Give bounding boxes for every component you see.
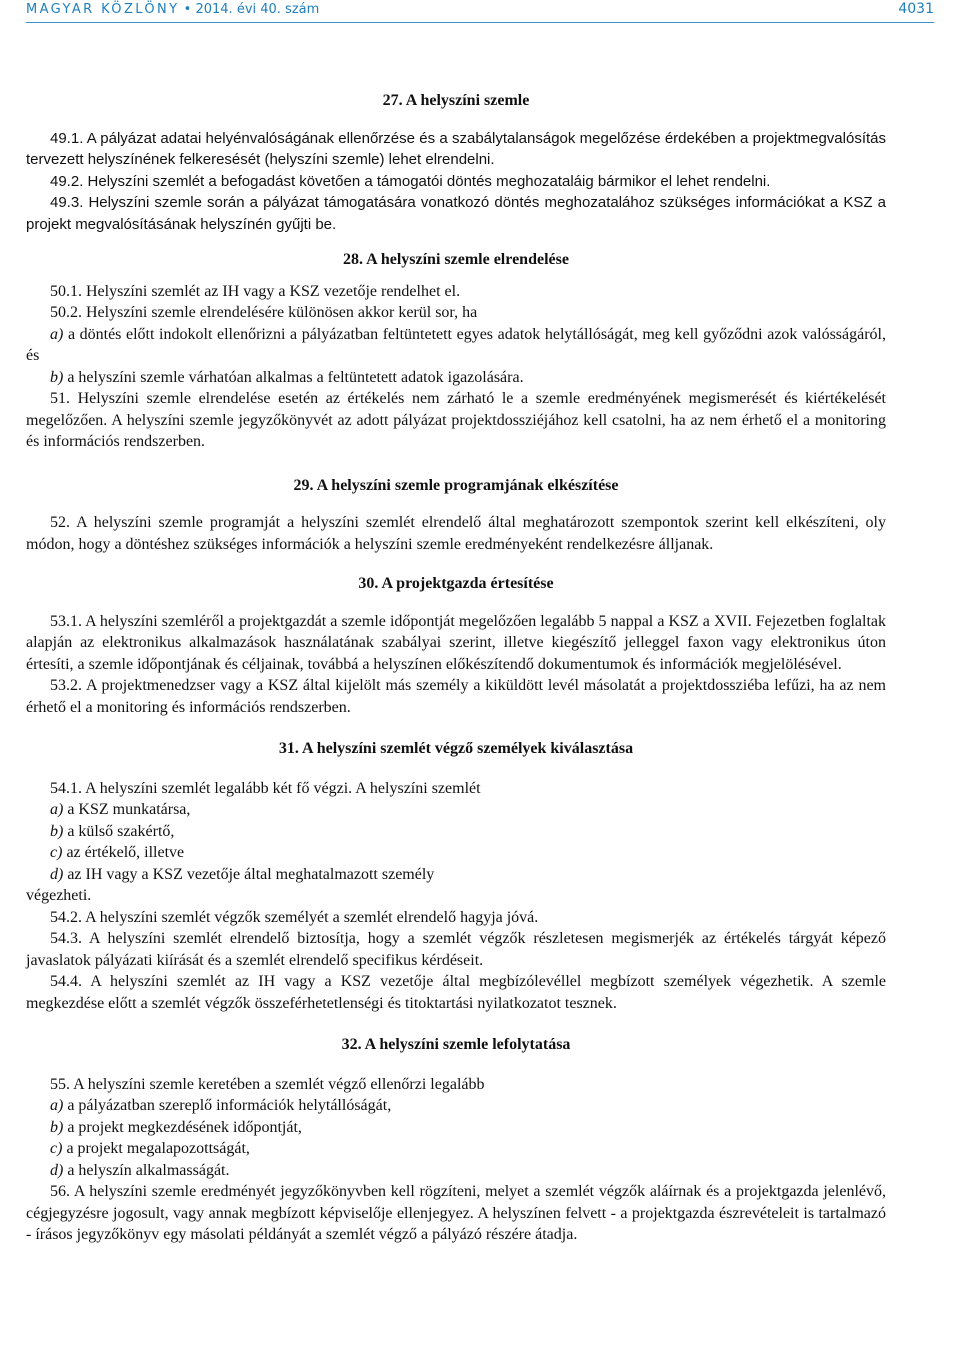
paragraph-56: 56. A helyszíni szemle eredményét jegyzőkönyvben kell rögzíteni, melyet a szemlét végzők aláírnak és a projektgazda jelenlévő, cégjegyzésre jogosult, vagy annak megbízott képviselője ellenjegyez. A helyszínen felvett - a projektgazda észrevételeit is tartalmazó - írásos jegyzőkönyv egy másolati példányát a szemlét végző a pályázó részére átadja.: [26, 1183, 886, 1243]
list-closing: végezheti.: [26, 887, 92, 904]
list-text: a döntés előtt indokolt ellenőrizni a pályázatban feltüntetett egyes adatok helytállóságát, meg kell győződni azok valósságáról, és: [26, 325, 887, 364]
list-text: a helyszín alkalmasságát.: [67, 1161, 230, 1179]
list-text: az értékelő, illetve: [66, 844, 185, 861]
paragraph-50-1: 50.1. Helyszíni szemlét az IH vagy a KSZ vezetője rendelhet el.: [50, 282, 461, 300]
issue-number: 2014. évi 40. szám: [195, 2, 320, 17]
section-title-30: 30. A projektgazda értesítése: [358, 575, 554, 592]
list-item: [26, 842, 886, 864]
list-marker: c): [50, 844, 63, 861]
list-marker: b): [50, 822, 64, 840]
section-title-32: 32. A helyszíni szemle lefolytatása: [341, 1036, 571, 1053]
paragraph-54-4: 54.4. A helyszíni szemlét az IH vagy a KSZ vezetője által megbízólevéllel megbízott személyek végezhetik. A szemle megkezdése előtt a szemlét végzők összeférhetetlenségi és titoktartási nyilatkozatot tesznek.: [26, 973, 886, 1012]
list-marker: b): [50, 368, 64, 386]
list-item: [26, 864, 886, 886]
list-item: [26, 799, 886, 821]
paragraph-52: 52. A helyszíni szemle programját a helyszíni szemlét elrendelő által meghatározott szempontok szerint kell elkészíteni, oly módon, hogy a döntéshez szükséges információk a helyszíni szemle eredményeként rendelkezésre álljanak.: [26, 514, 886, 553]
section-title-31: 31. A helyszíni szemlét végző személyek kiválasztása: [278, 740, 634, 757]
paragraph-53-1: 53.1. A helyszíni szemléről a projektgazdát a szemle időpontját megelőzően legalább 5 nappal a KSZ a XVII. Fejezetben foglaltak alapján az elektronikus alkalmazások használatának szabályai szerint, illetve kiegészítő jelleggel faxon vagy elektronikus úton értesíti, a szemle időpontjának és céljainak, továbbá a helyszínen előkészítendő dokumentumok és információk megjelölésével.: [26, 612, 886, 673]
section-title-28: 28. A helyszíni szemle elrendelése: [343, 251, 569, 268]
list-54-1: [26, 799, 886, 885]
list-marker: b): [50, 1118, 64, 1136]
list-marker: d): [50, 865, 64, 883]
list-item: [26, 1117, 886, 1139]
list-text: a projekt megkezdésének időpontját,: [67, 1118, 302, 1136]
list-item-b: [26, 367, 886, 389]
section-title-27: 27. A helyszíni szemle: [382, 92, 530, 109]
list-item: [26, 821, 886, 843]
paragraph-49-1: 49.1. A pályázat adatai helyénvalóságának ellenőrzése és a szabálytalanságok megelőzése érdekében a projektmegvalósítás tervezett helyszínének felkeresését (helyszíni szemle) lehet elrendelni.: [26, 129, 886, 168]
list-text: az IH vagy a KSZ vezetője által meghatalmazott személy: [67, 865, 435, 883]
list-55: [26, 1095, 886, 1181]
list-item: [26, 1160, 886, 1182]
section-title-29: 29. A helyszíni szemle programjának elkészítése: [293, 476, 619, 494]
page-header: [26, 0, 934, 22]
list-text: a helyszíni szemle várhatóan alkalmas a feltüntetett adatok igazolására.: [67, 368, 524, 386]
paragraph-54-2: 54.2. A helyszíni szemlét végzők személyét a szemlét elrendelő hagyja jóvá.: [50, 908, 539, 926]
list-marker: a): [50, 801, 64, 818]
paragraph-54-1: 54.1. A helyszíni szemlét legalább két fő végzi. A helyszíni szemlét: [50, 779, 481, 797]
list-text: a KSZ munkatársa,: [67, 801, 191, 818]
paragraph-54-3: 54.3. A helyszíni szemlét elrendelő biztosítja, hogy a szemlét végzők részletesen megismerjék az értékelés tárgyát képező javaslatok pályázati kiírását és a szemlét elrendelő specifikus kérdéseit.: [26, 930, 886, 969]
paragraph-49-3: 49.3. Helyszíni szemle során a pályázat támogatására vonatkozó döntés meghozatalához szükséges információkat a KSZ a projekt megvalósításának helyszínén gyűjti be.: [26, 194, 886, 233]
list-marker: c): [50, 1140, 63, 1157]
list-text: a pályázatban szereplő információk helytállóságát,: [67, 1097, 392, 1114]
document-body: [26, 90, 886, 1246]
list-text: a projekt megalapozottságát,: [66, 1140, 250, 1157]
paragraph-53-2: 53.2. A projektmenedzser vagy a KSZ által kijelölt más személy a kiküldött levél másolatát a projektdossziéba lefűzi, ha az nem érhető el a monitoring és információs rendszerben.: [26, 677, 886, 716]
paragraph-49-2: 49.2. Helyszíni szemlét a befogadást követően a támogatói döntés meghozataláig bármikor el lehet rendelni.: [50, 172, 771, 190]
list-item: [26, 1095, 886, 1117]
list-item: [26, 1138, 886, 1160]
journal-header: MAGYAR KÖZLÖNY • 2014. évi 40. szám: [26, 2, 320, 17]
list-item-a: [26, 324, 886, 367]
paragraph-51: 51. Helyszíni szemle elrendelése esetén az értékelés nem zárható le a szemle eredményének megismerését és kiértékelését megelőzően. A helyszíni szemle jegyzőkönyvét az adott pályázat projektdossziéjához kell csatolni, ha az nem érhető el a monitoring és információs rendszerben.: [26, 390, 886, 450]
header-rule: [26, 22, 934, 23]
paragraph-55: 55. A helyszíni szemle keretében a szemlét végző ellenőrzi legalább: [50, 1075, 485, 1093]
list-marker: d): [50, 1161, 64, 1179]
list-marker: a): [50, 1097, 64, 1114]
paragraph-50-2: 50.2. Helyszíni szemle elrendelésére különösen akkor kerül sor, ha: [50, 304, 478, 321]
list-marker: a): [50, 325, 64, 343]
list-text: a külső szakértő,: [67, 822, 175, 840]
journal-title: MAGYAR KÖZLÖNY: [26, 2, 180, 17]
page-number: 4031: [898, 1, 934, 17]
